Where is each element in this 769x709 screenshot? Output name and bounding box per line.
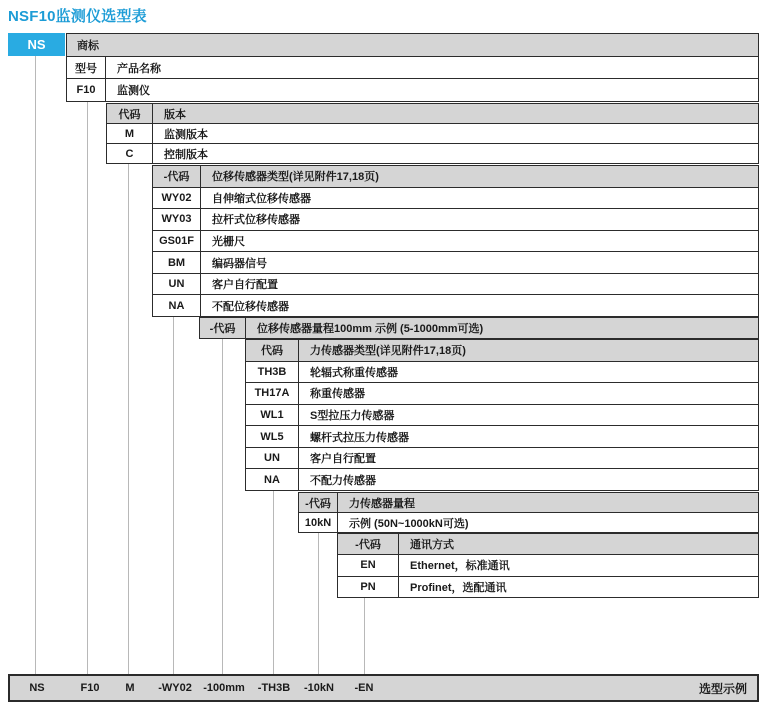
value-cell: 称重传感器: [310, 388, 365, 401]
value-cell: 位移传感器量程100mm 示例 (5-1000mm可选): [257, 323, 484, 335]
table-row: [153, 294, 758, 316]
table-row: [299, 512, 758, 532]
merged-label-cell: 商标: [77, 39, 99, 52]
value-cell: 编码器信号: [212, 257, 267, 270]
connector-line: [273, 491, 274, 674]
brand-code-cell: NS: [8, 33, 65, 56]
code-cell: -代码: [153, 166, 201, 187]
code-cell: 10kN: [299, 513, 338, 532]
value-cell: 版本: [164, 108, 186, 121]
table-row: [200, 318, 758, 338]
value-cell: 产品名称: [117, 62, 161, 75]
value-cell: 螺杆式拉压力传感器: [310, 431, 409, 444]
connector-line: [128, 164, 129, 674]
table-row: [153, 166, 758, 187]
table-row: [67, 34, 758, 56]
page-title: NSF10监测仪选型表: [8, 8, 147, 25]
table-row: [246, 447, 758, 469]
table-row: [246, 425, 758, 447]
code-cell: M: [107, 124, 153, 143]
code-cell: WY03: [153, 209, 201, 230]
value-cell: 位移传感器类型(详见附件17,18页): [212, 171, 379, 184]
connector-line: [222, 339, 223, 674]
table-row: [299, 493, 758, 512]
example-bar: [8, 674, 759, 702]
value-cell: 监测仪: [117, 85, 150, 98]
table-row: [246, 361, 758, 383]
connector-line: [173, 317, 174, 674]
value-cell: 力传感器类型(详见附件17,18页): [310, 345, 466, 358]
code-cell: WL1: [246, 405, 299, 426]
table-row: [246, 404, 758, 426]
example-code: F10: [80, 682, 100, 694]
value-cell: 客户自行配置: [310, 453, 376, 466]
code-cell: TH3B: [246, 362, 299, 383]
code-cell: -代码: [200, 318, 246, 338]
value-cell: 监测版本: [164, 128, 208, 141]
code-cell: 型号: [67, 57, 106, 79]
example-code: -EN: [354, 682, 374, 694]
table-row: [107, 143, 758, 163]
value-cell: 力传感器量程: [349, 497, 415, 510]
table-row: [338, 554, 758, 575]
table-row: [67, 56, 758, 79]
table-row: [107, 104, 758, 123]
value-cell: 拉杆式位移传感器: [212, 214, 300, 227]
value-cell: S型拉压力传感器: [310, 410, 395, 423]
example-code: -100mm: [203, 682, 245, 694]
value-cell: 示例 (50N~1000kN可选): [349, 517, 469, 530]
code-cell: UN: [246, 448, 299, 469]
table-row: [153, 230, 758, 252]
table-row: [153, 208, 758, 230]
code-cell: 代码: [246, 340, 299, 361]
example-code: -TH3B: [257, 682, 291, 694]
example-code: NS: [29, 682, 45, 694]
connector-line: [364, 598, 365, 674]
block-7: [337, 533, 759, 598]
block-6: [298, 492, 759, 533]
example-code: -10kN: [304, 682, 334, 694]
block-3: [152, 165, 759, 317]
code-cell: C: [107, 144, 153, 163]
connector-line: [87, 102, 88, 674]
table-row: [246, 468, 758, 490]
code-cell: NA: [246, 469, 299, 490]
table-row: [67, 78, 758, 101]
table-row: [107, 123, 758, 143]
connector-line: [35, 56, 36, 674]
code-cell: WY02: [153, 188, 201, 209]
block-4: [199, 317, 759, 339]
code-cell: BM: [153, 252, 201, 273]
value-cell: Ethernet，标准通讯: [410, 560, 510, 573]
block-5: [245, 339, 759, 491]
code-cell: TH17A: [246, 383, 299, 404]
table-row: [153, 251, 758, 273]
table-row: [246, 340, 758, 361]
value-cell: 客户自行配置: [212, 279, 278, 292]
value-cell: 通讯方式: [410, 539, 454, 552]
table-row: [153, 187, 758, 209]
table-row: [338, 576, 758, 597]
code-cell: EN: [338, 555, 399, 575]
code-cell: -代码: [338, 534, 399, 554]
example-code: M: [125, 682, 135, 694]
code-cell: NA: [153, 295, 201, 316]
value-cell: 不配力传感器: [310, 474, 376, 487]
block-1: [66, 33, 759, 102]
value-cell: 不配位移传感器: [212, 300, 289, 313]
example-bar-caption: 选型示例: [698, 681, 747, 696]
table-row: [246, 382, 758, 404]
code-cell: GS01F: [153, 231, 201, 252]
code-cell: F10: [67, 79, 106, 101]
table-row: [338, 534, 758, 554]
code-cell: PN: [338, 577, 399, 597]
code-cell: WL5: [246, 426, 299, 447]
code-cell: 代码: [107, 104, 153, 123]
value-cell: 控制版本: [164, 148, 208, 161]
code-cell: -代码: [299, 493, 338, 512]
connector-line: [318, 533, 319, 674]
code-cell: UN: [153, 274, 201, 295]
value-cell: 光栅尺: [212, 236, 245, 249]
value-cell: 自伸缩式位移传感器: [212, 192, 311, 205]
block-2: [106, 103, 759, 164]
example-code: -WY02: [158, 682, 192, 694]
table-row: [153, 273, 758, 295]
value-cell: Profinet，选配通讯: [410, 581, 507, 594]
value-cell: 轮辐式称重传感器: [310, 366, 398, 379]
